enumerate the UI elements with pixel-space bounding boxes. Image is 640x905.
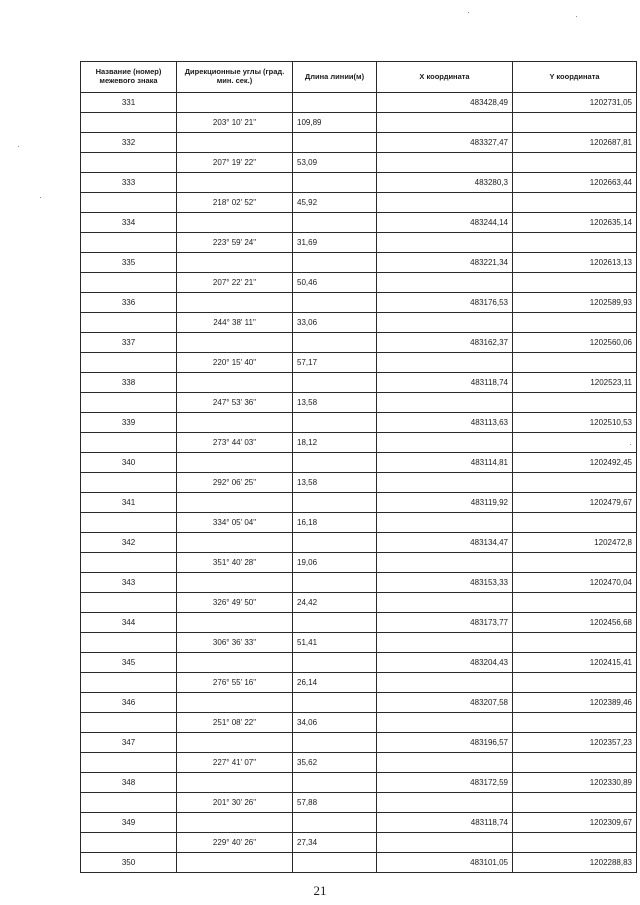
y-coordinate: 1202309,67 [513,813,637,833]
empty-cell [81,193,177,213]
empty-cell [81,353,177,373]
empty-cell [377,753,513,773]
point-number: 333 [81,173,177,193]
y-coordinate: 1202492,45 [513,453,637,473]
segment-row [81,153,637,173]
empty-cell [177,773,293,793]
segment-row [81,713,637,733]
line-length: 34,06 [293,713,377,733]
empty-cell [177,253,293,273]
empty-cell [377,553,513,573]
empty-cell [513,233,637,253]
point-row [81,733,637,753]
direction-angle: 247° 53' 36" [177,393,293,413]
empty-cell [177,413,293,433]
y-coordinate: 1202330,89 [513,773,637,793]
segment-row [81,433,637,453]
point-number: 331 [81,93,177,113]
empty-cell [177,573,293,593]
empty-cell [177,373,293,393]
page-number: 21 [313,883,327,898]
empty-cell [177,93,293,113]
x-coordinate: 483173,77 [377,613,513,633]
x-coordinate: 483162,37 [377,333,513,353]
point-number: 350 [81,853,177,873]
empty-cell [177,853,293,873]
segment-row [81,273,637,293]
x-coordinate: 483176,53 [377,293,513,313]
y-coordinate: 1202357,23 [513,733,637,753]
line-length: 13,58 [293,393,377,413]
line-length: 57,17 [293,353,377,373]
empty-cell [513,553,637,573]
empty-cell [177,533,293,553]
empty-cell [377,713,513,733]
empty-cell [377,233,513,253]
empty-cell [513,193,637,213]
empty-cell [293,813,377,833]
y-coordinate: 1202731,05 [513,93,637,113]
empty-cell [177,453,293,473]
line-length: 26,14 [293,673,377,693]
point-row [81,493,637,513]
segment-row [81,313,637,333]
y-coordinate: 1202456,68 [513,613,637,633]
empty-cell [81,153,177,173]
empty-cell [377,313,513,333]
y-coordinate: 1202288,83 [513,853,637,873]
x-coordinate: 483207,58 [377,693,513,713]
segment-row [81,193,637,213]
point-number: 339 [81,413,177,433]
empty-cell [293,533,377,553]
point-row [81,853,637,873]
line-length: 19,06 [293,553,377,573]
boundary-coordinates-table [80,61,637,873]
empty-cell [177,493,293,513]
empty-cell [377,393,513,413]
empty-cell [377,513,513,533]
point-number: 337 [81,333,177,353]
empty-cell [377,633,513,653]
point-number: 341 [81,493,177,513]
y-coordinate: 1202472,8 [513,533,637,553]
y-coordinate: 1202687,81 [513,133,637,153]
direction-angle: 351° 40' 28" [177,553,293,573]
point-number: 338 [81,373,177,393]
point-number: 345 [81,653,177,673]
empty-cell [177,293,293,313]
empty-cell [293,853,377,873]
line-length: 35,62 [293,753,377,773]
direction-angle: 220° 15' 40" [177,353,293,373]
empty-cell [377,793,513,813]
direction-angle: 334° 05' 04" [177,513,293,533]
line-length: 13,58 [293,473,377,493]
y-coordinate: 1202470,04 [513,573,637,593]
header-y-coordinate: Y координата [513,62,637,93]
empty-cell [293,693,377,713]
line-length: 50,46 [293,273,377,293]
scan-speck [630,444,631,445]
x-coordinate: 483118,74 [377,373,513,393]
header-line-length: Длина линии(м) [293,62,377,93]
empty-cell [513,153,637,173]
segment-row [81,233,637,253]
empty-cell [293,213,377,233]
point-row [81,653,637,673]
direction-angle: 251° 08' 22" [177,713,293,733]
point-row [81,93,637,113]
empty-cell [293,573,377,593]
empty-cell [377,433,513,453]
y-coordinate: 1202389,46 [513,693,637,713]
segment-row [81,553,637,573]
point-row [81,813,637,833]
empty-cell [293,653,377,673]
point-row [81,773,637,793]
point-row [81,693,637,713]
y-coordinate: 1202589,93 [513,293,637,313]
x-coordinate: 483113,63 [377,413,513,433]
point-row [81,293,637,313]
direction-angle: 203° 10' 21" [177,113,293,133]
x-coordinate: 483327,47 [377,133,513,153]
direction-angle: 227° 41' 07" [177,753,293,773]
point-number: 336 [81,293,177,313]
y-coordinate: 1202613,13 [513,253,637,273]
empty-cell [293,253,377,273]
empty-cell [513,633,637,653]
header-x-coordinate: X координата [377,62,513,93]
y-coordinate: 1202635,14 [513,213,637,233]
point-number: 348 [81,773,177,793]
empty-cell [81,313,177,333]
header-point-name: Название (номер) межевого знака [81,62,177,93]
line-length: 57,88 [293,793,377,813]
empty-cell [513,473,637,493]
empty-cell [293,773,377,793]
segment-row [81,673,637,693]
segment-row [81,793,637,813]
empty-cell [377,193,513,213]
y-coordinate: 1202663,44 [513,173,637,193]
direction-angle: 292° 06' 25" [177,473,293,493]
empty-cell [513,353,637,373]
x-coordinate: 483172,59 [377,773,513,793]
segment-row [81,353,637,373]
empty-cell [177,653,293,673]
point-row [81,453,637,473]
point-number: 342 [81,533,177,553]
point-number: 340 [81,453,177,473]
direction-angle: 326° 49' 50" [177,593,293,613]
empty-cell [293,333,377,353]
point-row [81,533,637,553]
line-length: 53,09 [293,153,377,173]
x-coordinate: 483153,33 [377,573,513,593]
empty-cell [513,313,637,333]
empty-cell [513,513,637,533]
direction-angle: 244° 38' 11" [177,313,293,333]
empty-cell [81,633,177,653]
empty-cell [377,473,513,493]
x-coordinate: 483196,57 [377,733,513,753]
empty-cell [81,753,177,773]
scan-speck [576,16,577,17]
point-number: 346 [81,693,177,713]
point-row [81,573,637,593]
point-row [81,173,637,193]
point-row [81,333,637,353]
empty-cell [293,733,377,753]
x-coordinate: 483428,49 [377,93,513,113]
empty-cell [81,513,177,533]
empty-cell [377,593,513,613]
empty-cell [81,833,177,853]
empty-cell [377,113,513,133]
empty-cell [293,173,377,193]
empty-cell [81,393,177,413]
empty-cell [177,333,293,353]
empty-cell [81,233,177,253]
x-coordinate: 483114,81 [377,453,513,473]
line-length: 33,06 [293,313,377,333]
header-direction-angle: Дирекционные углы (град. мин. сек.) [177,62,293,93]
line-length: 109,89 [293,113,377,133]
point-number: 344 [81,613,177,633]
direction-angle: 306° 36' 33" [177,633,293,653]
empty-cell [81,673,177,693]
direction-angle: 229° 40' 26" [177,833,293,853]
y-coordinate: 1202523,11 [513,373,637,393]
empty-cell [293,613,377,633]
point-number: 335 [81,253,177,273]
empty-cell [513,593,637,613]
point-row [81,213,637,233]
empty-cell [177,173,293,193]
empty-cell [377,673,513,693]
empty-cell [177,813,293,833]
direction-angle: 273° 44' 03" [177,433,293,453]
empty-cell [513,753,637,773]
scan-speck [468,12,469,13]
empty-cell [293,493,377,513]
point-row [81,413,637,433]
empty-cell [81,113,177,133]
empty-cell [293,453,377,473]
empty-cell [377,353,513,373]
line-length: 18,12 [293,433,377,453]
empty-cell [177,693,293,713]
empty-cell [177,213,293,233]
point-number: 334 [81,213,177,233]
point-row [81,613,637,633]
empty-cell [81,273,177,293]
line-length: 24,42 [293,593,377,613]
x-coordinate: 483101,05 [377,853,513,873]
empty-cell [513,393,637,413]
empty-cell [513,273,637,293]
empty-cell [177,613,293,633]
line-length: 45,92 [293,193,377,213]
empty-cell [377,153,513,173]
direction-angle: 223° 59' 24" [177,233,293,253]
y-coordinate: 1202415,41 [513,653,637,673]
scan-speck [40,197,41,198]
empty-cell [513,833,637,853]
y-coordinate: 1202560,06 [513,333,637,353]
x-coordinate: 483221,34 [377,253,513,273]
line-length: 16,18 [293,513,377,533]
y-coordinate: 1202510,53 [513,413,637,433]
direction-angle: 207° 19' 22" [177,153,293,173]
empty-cell [177,133,293,153]
empty-cell [377,833,513,853]
x-coordinate: 483119,92 [377,493,513,513]
x-coordinate: 483280,3 [377,173,513,193]
segment-row [81,753,637,773]
point-number: 347 [81,733,177,753]
empty-cell [81,593,177,613]
direction-angle: 218° 02' 52" [177,193,293,213]
y-coordinate: 1202479,67 [513,493,637,513]
empty-cell [293,373,377,393]
table-header-row [81,62,637,93]
empty-cell [293,293,377,313]
point-row [81,373,637,393]
empty-cell [293,413,377,433]
point-number: 332 [81,133,177,153]
segment-row [81,473,637,493]
line-length: 31,69 [293,233,377,253]
empty-cell [513,713,637,733]
empty-cell [81,473,177,493]
empty-cell [513,113,637,133]
segment-row [81,593,637,613]
x-coordinate: 483134,47 [377,533,513,553]
scan-speck [18,146,19,147]
point-number: 349 [81,813,177,833]
empty-cell [81,793,177,813]
empty-cell [513,673,637,693]
segment-row [81,113,637,133]
point-number: 343 [81,573,177,593]
empty-cell [293,133,377,153]
empty-cell [81,433,177,453]
segment-row [81,513,637,533]
empty-cell [81,553,177,573]
empty-cell [513,793,637,813]
point-row [81,253,637,273]
line-length: 27,34 [293,833,377,853]
segment-row [81,393,637,413]
x-coordinate: 483118,74 [377,813,513,833]
direction-angle: 207° 22' 21" [177,273,293,293]
direction-angle: 276° 55' 16" [177,673,293,693]
segment-row [81,833,637,853]
x-coordinate: 483244,14 [377,213,513,233]
empty-cell [81,713,177,733]
empty-cell [293,93,377,113]
point-row [81,133,637,153]
segment-row [81,633,637,653]
direction-angle: 201° 30' 26" [177,793,293,813]
empty-cell [513,433,637,453]
x-coordinate: 483204,43 [377,653,513,673]
empty-cell [377,273,513,293]
line-length: 51,41 [293,633,377,653]
empty-cell [177,733,293,753]
